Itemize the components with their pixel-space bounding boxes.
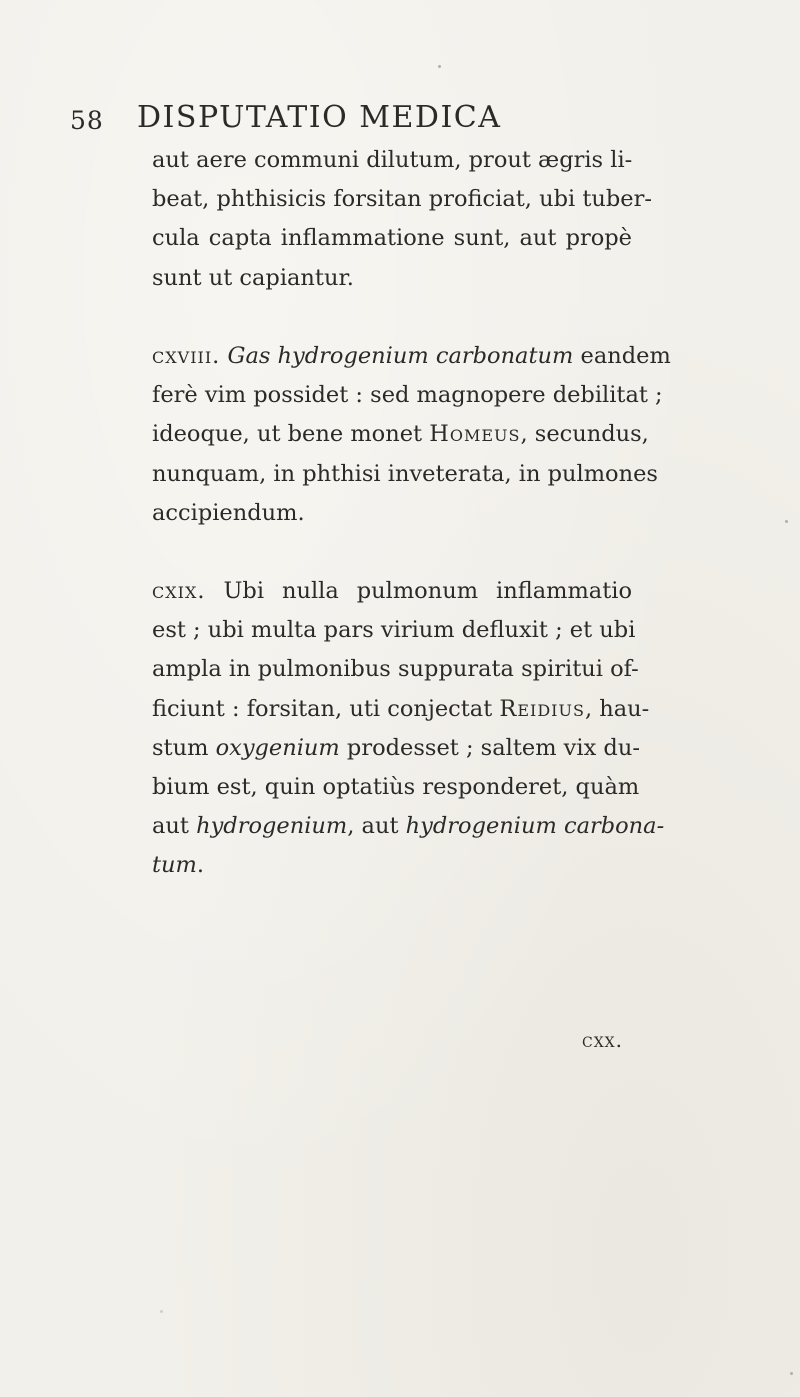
paper-speck — [160, 1310, 163, 1313]
text-line: cula capta inflammatione sunt, aut propè — [152, 225, 632, 252]
page-header — [70, 98, 630, 138]
italic-term: hydrogenium — [196, 813, 348, 840]
text-line: bium est, quin optatiùs responderet, quàm — [152, 774, 640, 800]
section-heading-line: cxviii. Gas hydrogenium carbonatum eandem — [152, 342, 671, 369]
section-heading-line: cxix. Ubi nulla pulmonum inflammatio — [152, 578, 632, 605]
text-line: stum oxygenium prodesset ; saltem vix du- — [152, 734, 640, 761]
text-line: ficiunt : forsitan, uti conjectat Reidius, hau- — [152, 695, 650, 722]
italic-term: tum — [152, 852, 197, 879]
paper-speck — [785, 520, 788, 523]
author-name: Homeus — [429, 421, 521, 448]
text-line: ideoque, ut bene monet Homeus, secundus, — [152, 421, 649, 448]
text-line: est ; ubi multa pars virium defluxit ; et ubi — [152, 617, 636, 644]
text-line: ampla in pulmonibus suppurata spiritui of- — [152, 656, 639, 683]
text-line: sunt ut capiantur. — [152, 264, 354, 291]
paper-speck — [438, 65, 441, 68]
section-title: Gas hydrogenium carbonatum — [227, 342, 574, 369]
paragraph-gap — [152, 533, 632, 572]
author-name: Reidius — [499, 695, 585, 722]
section-number: cxviii. — [152, 342, 221, 369]
italic-term: hydrogenium carbona- — [405, 813, 665, 840]
catchword: cxx. — [582, 1028, 624, 1052]
text-line: nunquam, in phthisi inveterata, in pulmones — [152, 460, 658, 487]
paper-speck — [790, 1372, 793, 1375]
text-line: accipiendum. — [152, 499, 305, 526]
text-line: beat, phthisicis forsitan proficiat, ubi tuber- — [152, 186, 652, 213]
body-text — [152, 141, 671, 886]
running-title: DISPUTATIO MEDICA — [137, 100, 502, 135]
page-number: 58 — [70, 106, 104, 135]
section-number: cxix. — [152, 578, 206, 605]
text-line: tum. — [152, 852, 205, 879]
text-line: ferè vim possidet : sed magnopere debilitat ; — [152, 382, 663, 409]
italic-term: oxygenium — [215, 734, 340, 761]
paragraph-gap — [152, 298, 632, 337]
text-line: aut aere communi dilutum, prout ægris li- — [152, 147, 633, 173]
text-line: aut hydrogenium, aut hydrogenium carbona- — [152, 813, 665, 840]
